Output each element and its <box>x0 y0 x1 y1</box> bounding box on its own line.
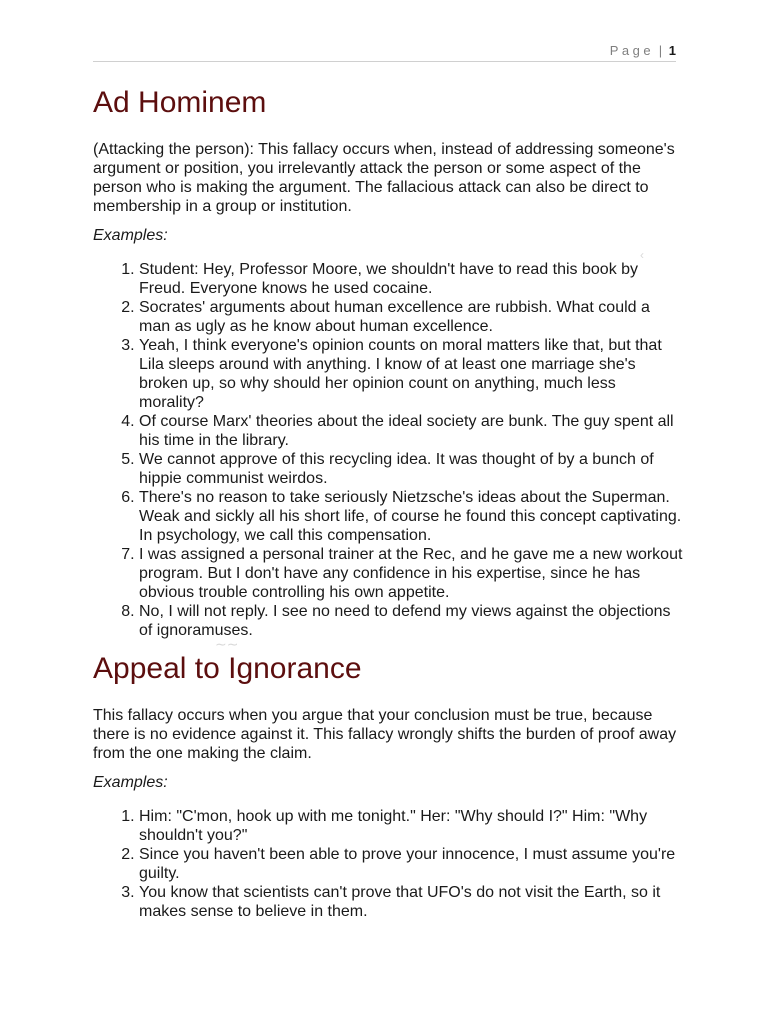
examples-label: Examples: <box>93 227 168 244</box>
examples-list-ad-hominem <box>93 260 683 640</box>
document-body <box>93 84 683 921</box>
list-item: 3. You know that scientists can't prove that UFO's do not visit the Earth, so it makes sense to believe in them. <box>139 883 683 921</box>
list-item: 5. We cannot approve of this recycling idea. It was thought of by a bunch of hippie communist weirdos. <box>139 450 683 488</box>
section-intro-appeal-to-ignorance: This fallacy occurs when you argue that your conclusion must be true, because there is no evidence against it. This fallacy wrongly shifts the burden of proof away from the one making the claim. <box>93 707 677 762</box>
page-label: Page <box>609 43 655 58</box>
list-item: 2. Since you haven't been able to prove your innocence, I must assume you're guilty. <box>139 845 683 883</box>
examples-list-appeal-to-ignorance <box>93 807 683 921</box>
list-item: 1. Him: "C'mon, hook up with me tonight." Her: "Why should I?" Him: "Why shouldn't you?" <box>139 807 683 845</box>
examples-label: Examples: <box>93 774 168 791</box>
list-item: 3. Yeah, I think everyone's opinion counts on moral matters like that, but that Lila sleeps around with anything. I know of at least one marriage she's broken up, so why should her opinion count on anything, much less morality? <box>139 336 683 412</box>
list-item: 2. Socrates' arguments about human excellence are rubbish. What could a man as ugly as he know about human excellence. <box>139 298 683 336</box>
scan-mark-icon: ‹ <box>640 248 644 262</box>
list-item: 7. I was assigned a personal trainer at the Rec, and he gave me a new workout program. But I don't have any confidence in his expertise, since he has obvious trouble controlling his own appetite. <box>139 545 683 602</box>
list-item: 6. There's no reason to take seriously Nietzsche's ideas about the Superman. Weak and sickly all his short life, of course he found this concept captivating. In psychology, we call this compensation. <box>139 488 683 545</box>
page-separator: | <box>658 43 663 58</box>
section-heading-ad-hominem: Ad Hominem <box>93 86 267 119</box>
section-intro-ad-hominem: (Attacking the person): This fallacy occurs when, instead of addressing someone's argument or position, you irrelevantly attack the person or some aspect of the person who is making the argument. The fallacious attack can also be direct to membership in a group or institution. <box>93 141 675 215</box>
list-item: 1. Student: Hey, Professor Moore, we shouldn't have to read this book by Freud. Everyone knows he used cocaine. <box>139 260 683 298</box>
section-heading-appeal-to-ignorance: Appeal to Ignorance <box>93 652 362 685</box>
scan-squiggle-icon: ∼∼ <box>215 636 239 652</box>
list-item: 8. No, I will not reply. I see no need to defend my views against the objections of ignoramuses. <box>139 602 683 640</box>
page-header <box>93 43 676 62</box>
list-item: 4. Of course Marx' theories about the ideal society are bunk. The guy spent all his time in the library. <box>139 412 683 450</box>
page-number: 1 <box>668 43 676 58</box>
